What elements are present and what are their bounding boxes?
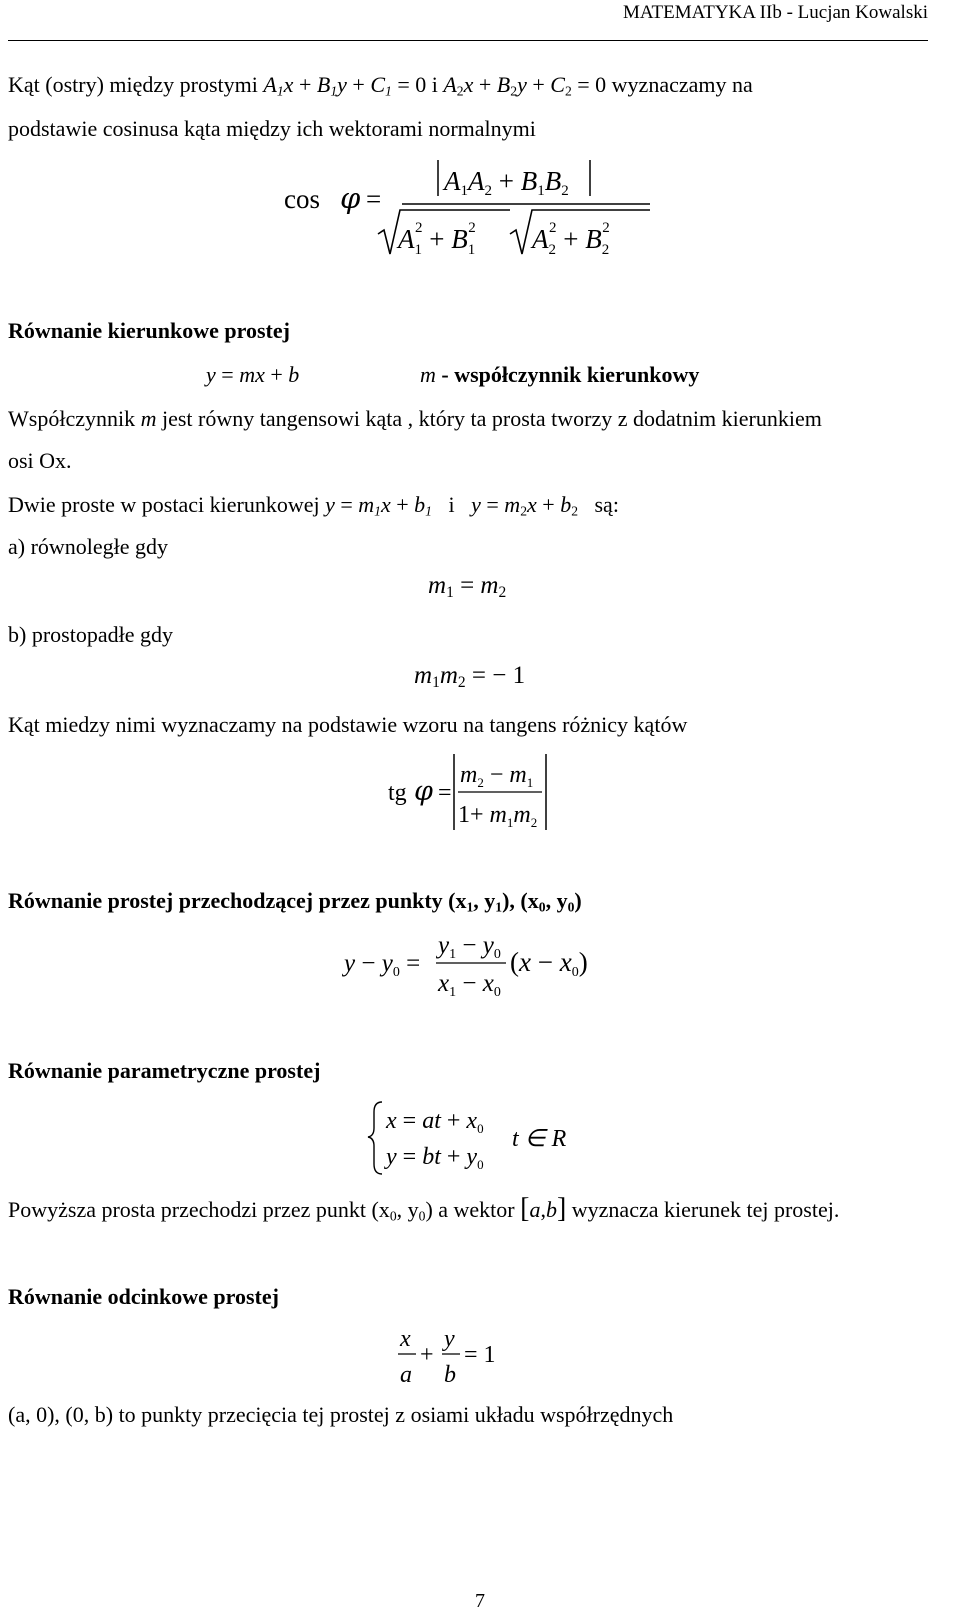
parametric-heading: Równanie parametryczne prostej: [8, 1058, 321, 1083]
svg-text:φ: φ: [414, 776, 433, 807]
svg-text:=: =: [438, 780, 452, 806]
two-lines-text: Dwie proste w postaci kierunkowej $y = m_1x + b_1$ i $y = m_2x + b_2$ są:: [8, 492, 619, 519]
parameter-domain: t ∈ R: [512, 1126, 567, 1152]
svg-text:y = bt + y0: y = bt + $y_0$: [386, 1144, 484, 1172]
svg-text:m2 − m1: $m_2 - m_1$: [460, 762, 534, 790]
slope-text-line-1: Współczynnik m jest równy tangensowi kąta , który ta prosta tworzy z dodatnim kierunkiem: [8, 406, 822, 431]
svg-text:+: +: [420, 1342, 434, 1368]
header-rule: [8, 40, 928, 41]
intercept-text: (a, 0), (0, b) to punkty przecięcia tej prostej z osiami układu współrzędnych: [8, 1402, 674, 1427]
two-points-heading: Równanie prostej przechodzącej przez punkty ($x_1$, $y_1$), ($x_0$, $y_0$): [8, 888, 582, 915]
svg-text:φ: φ: [340, 181, 361, 215]
svg-text:y − y0 =: $y - y_0$ =: [344, 950, 421, 980]
svg-text:A12 + B12: $A_12 + B_12$: [398, 220, 476, 258]
slope-text-line-2: osi Ox.: [8, 448, 72, 473]
parallel-formula: $m_1 = m_2$: [428, 572, 507, 601]
cos-label: cos: [284, 184, 320, 214]
svg-text:(x − x0): (x − x0): [510, 947, 588, 980]
intercept-formula: [394, 1320, 514, 1390]
perpendicular-condition-label: b) prostopadłe gdy: [8, 622, 173, 647]
slope-coefficient-def: m - współczynnik kierunkowy: [420, 362, 700, 387]
svg-text:a: a: [400, 1362, 412, 1388]
svg-text:1+ m1m2: $1+ m_1m_2$: [458, 802, 538, 830]
svg-text:A1A2 + B1B2: A1A2 + B1B2: [444, 166, 569, 199]
slope-heading: Równanie kierunkowe prostej: [8, 318, 290, 343]
svg-text:y1 − y0: $y_1 - y_0$: [438, 932, 501, 962]
angle-intro-line-1: Kąt (ostry) między prostymi $A_1x + B_1y + C_1 = 0$ i $A_2x + B_2y + C_2 = 0$ wyznaczamy na: [8, 72, 753, 99]
svg-text:x = at + x0: x = at + $x_0$: [386, 1108, 484, 1136]
parametric-text: Powyższa prosta przechodzi przez punkt ($x_0$, $y_0$) a wektor [a,b] wyznacza kierunek tej prostej.: [8, 1193, 840, 1224]
tan-formula: [380, 748, 580, 838]
two-points-formula: [340, 925, 620, 1005]
svg-text:= 1: = 1: [464, 1342, 496, 1368]
svg-text:y: y: [444, 1326, 455, 1352]
cos-formula: [270, 150, 670, 260]
page-header-title: MATEMATYKA IIb - Lucjan Kowalski: [622, 2, 928, 23]
svg-text:x: x: [400, 1326, 411, 1352]
slope-equation: y = mx + b: [206, 362, 300, 387]
angle-intro-line-2: podstawie cosinusa kąta między ich wektorami normalnymi: [8, 116, 536, 141]
parametric-system: [366, 1098, 586, 1178]
parallel-condition-label: a) równoległe gdy: [8, 534, 169, 559]
intercept-heading: Równanie odcinkowe prostej: [8, 1284, 279, 1309]
tg-label: tg: [388, 780, 407, 806]
page-number: 7: [475, 1590, 485, 1612]
svg-text:b: b: [444, 1362, 456, 1388]
perpendicular-formula: $m_1m_2$ = − 1: [414, 662, 526, 691]
angle-tangent-text: Kąt miedzy nimi wyznaczamy na podstawie wzoru na tangens różnicy kątów: [8, 712, 688, 737]
svg-text:A22 + B22: $A_22 + B_22$: [532, 220, 610, 258]
svg-text:x1 − x0: $x_1 - x_0$: [438, 970, 501, 1000]
svg-text:=: =: [366, 184, 382, 214]
